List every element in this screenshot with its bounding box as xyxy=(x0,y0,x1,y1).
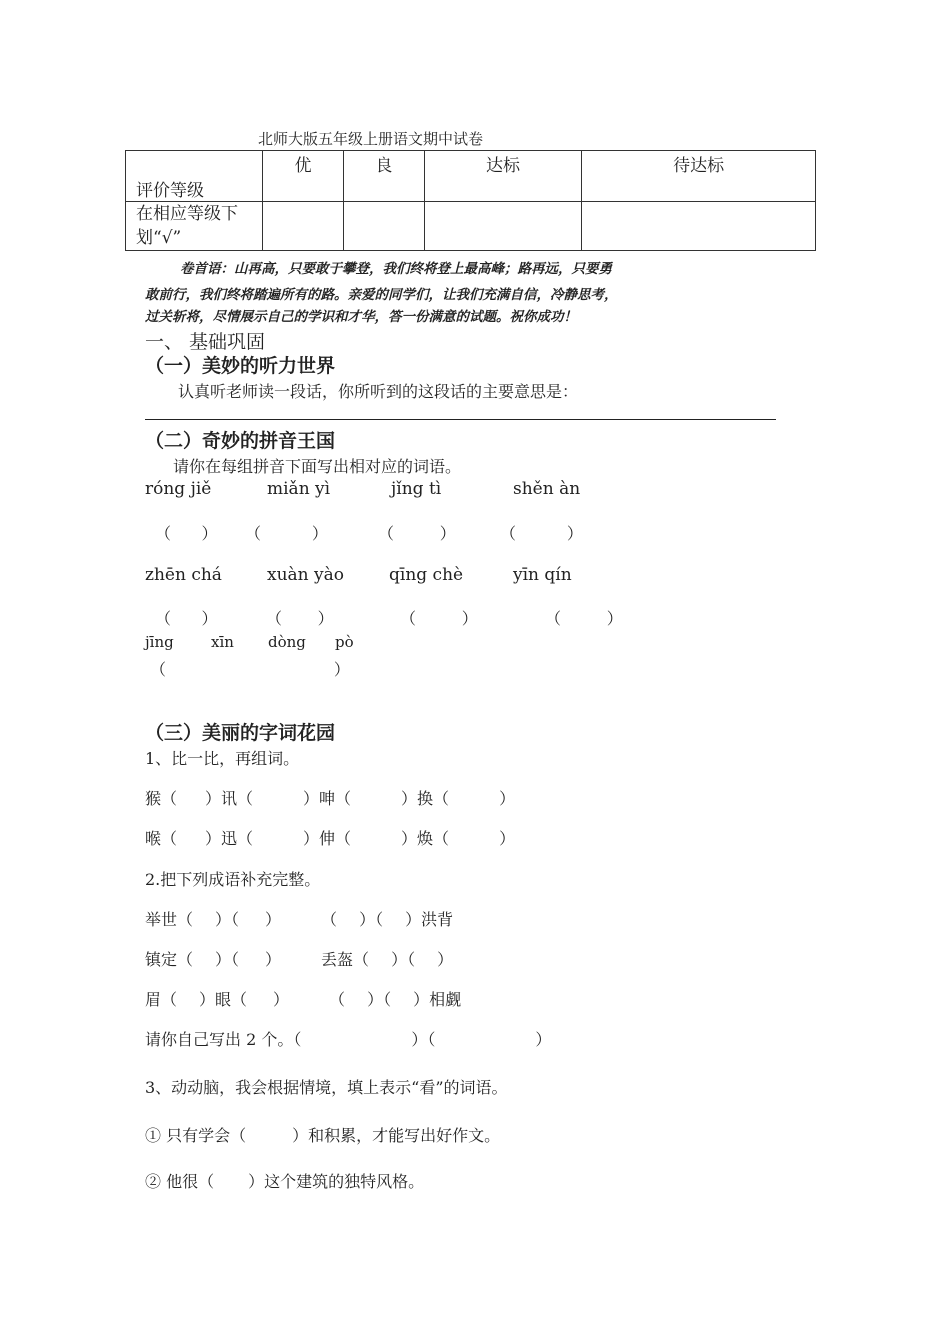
section-heading: （三）美丽的字词花园 xyxy=(145,722,336,744)
idiom-row: 眉（ ）眼（ ） （ ）（ ）相觑 xyxy=(145,990,462,1009)
grade-level-excellent: 优 xyxy=(263,151,344,202)
fill-sentence: ① 只有学会（ ）和积累，才能写出好作文。 xyxy=(145,1126,501,1145)
answer-blank[interactable]: （ ） xyxy=(155,609,218,628)
fill-sentence: ② 他很（ ）这个建筑的独特风格。 xyxy=(145,1172,425,1191)
grade-check-cell[interactable] xyxy=(343,202,424,251)
pinyin-item: xīn xyxy=(211,633,234,651)
pinyin-item: pò xyxy=(335,633,354,651)
motto-line: 敢前行，我们终将踏遍所有的路。亲爱的同学们，让我们充满自信，冷静思考， xyxy=(145,287,618,303)
pinyin-item: róng jiě xyxy=(145,479,212,499)
pinyin-item: jǐng tì xyxy=(391,479,442,499)
answer-line[interactable] xyxy=(145,419,776,420)
grade-level-good: 良 xyxy=(343,151,424,202)
answer-blank[interactable]: （ ） xyxy=(266,609,334,628)
document-title: 北师大版五年级上册语文期中试卷 xyxy=(258,130,484,148)
idiom-row: 举世（ ）（ ） （ ）（ ）洪背 xyxy=(145,910,454,929)
compare-row: 喉（ ）迅（ ）伸（ ）焕（ ） xyxy=(145,829,516,848)
answer-blank[interactable]: （ ） xyxy=(545,609,623,628)
pinyin-item: qīng chè xyxy=(389,565,464,585)
answer-blank[interactable]: （ ） xyxy=(150,660,350,679)
motto-line: 卷首语：山再高，只要敢于攀登，我们终将登上最高峰；路再远，只要勇 xyxy=(180,261,612,277)
pinyin-item: miǎn yì xyxy=(267,479,331,499)
pinyin-item: zhēn chá xyxy=(145,565,222,585)
grade-instruction-label: 在相应等级下划“√” xyxy=(126,202,263,251)
grade-level-pass: 达标 xyxy=(424,151,581,202)
section-heading: （二）奇妙的拼音王国 xyxy=(145,430,336,452)
grade-table xyxy=(125,150,816,251)
section-prompt: 请你在每组拼音下面写出相对应的词语。 xyxy=(173,457,462,476)
question: 1、比一比，再组词。 xyxy=(145,749,300,768)
grade-check-cell[interactable] xyxy=(424,202,581,251)
pinyin-item: jīng xyxy=(145,633,174,651)
question: 2.把下列成语补充完整。 xyxy=(145,870,321,889)
question: 3、动动脑，我会根据情境，填上表示“看”的词语。 xyxy=(145,1078,508,1097)
pinyin-item: yīn qín xyxy=(513,565,572,585)
answer-blank[interactable]: （ ） xyxy=(245,524,328,543)
compare-row: 猴（ ）讯（ ）呻（ ）换（ ） xyxy=(145,789,516,808)
section-prompt: 认真听老师读一段话，你所听到的这段话的主要意思是： xyxy=(178,382,579,401)
pinyin-item: shěn àn xyxy=(513,479,581,499)
grade-check-cell[interactable] xyxy=(263,202,344,251)
answer-blank[interactable]: （ ） xyxy=(378,524,456,543)
answer-blank[interactable]: （ ） xyxy=(155,524,218,543)
pinyin-item: dòng xyxy=(268,633,306,651)
pinyin-item: xuàn yào xyxy=(267,565,344,585)
answer-blank[interactable]: （ ） xyxy=(500,524,583,543)
motto-line: 过关斩将，尽情展示自己的学识和才华，答一份满意的试题。祝你成功！ xyxy=(145,309,577,325)
section-heading: （一）美妙的听力世界 xyxy=(145,355,336,377)
idiom-row: 镇定（ ）（ ） 丢盔（ ）（ ） xyxy=(145,950,454,969)
grade-row-label: 评价等级 xyxy=(126,151,263,202)
grade-check-cell[interactable] xyxy=(582,202,816,251)
grade-level-needs-work: 待达标 xyxy=(582,151,816,202)
answer-blank[interactable]: （ ） xyxy=(400,609,478,628)
part-heading: 一、 基础巩固 xyxy=(145,331,266,353)
idiom-row: 请你自己写出 2 个。（ ）（ ） xyxy=(145,1030,552,1049)
